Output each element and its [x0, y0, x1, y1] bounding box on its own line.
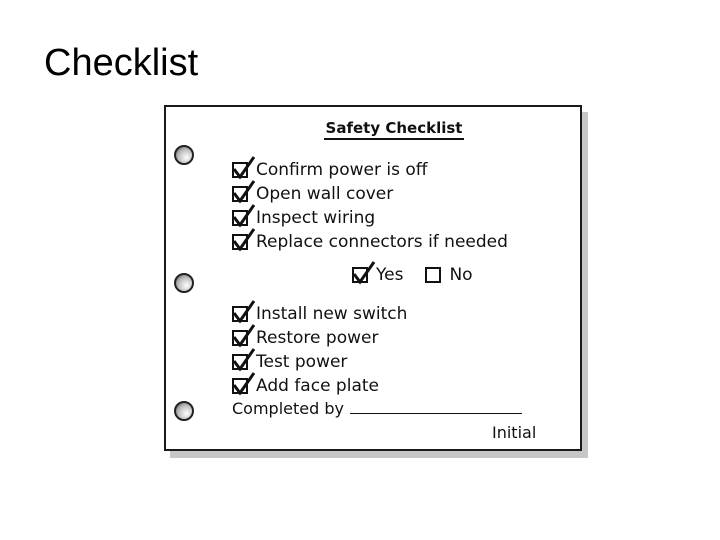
signature-line[interactable]: [350, 413, 522, 414]
binder-hole-top: [174, 145, 194, 165]
checkbox-checked-icon[interactable]: [232, 378, 248, 394]
checkbox-empty-icon[interactable]: [425, 267, 441, 283]
checkbox-checked-icon[interactable]: [232, 186, 248, 202]
checklist-item-label: Test power: [256, 352, 348, 372]
checkbox-checked-icon[interactable]: [232, 354, 248, 370]
checkbox-checked-icon[interactable]: [232, 306, 248, 322]
checklist-item[interactable]: [232, 375, 379, 397]
checklist-item[interactable]: [232, 231, 508, 253]
checklist-item-label: Inspect wiring: [256, 208, 376, 228]
yes-no-choice: [352, 263, 495, 287]
checklist-item-label: Open wall cover: [256, 184, 394, 204]
checklist-item[interactable]: [232, 183, 393, 205]
option-no[interactable]: [425, 265, 472, 285]
checklist-item-label: Replace connectors if needed: [256, 232, 508, 252]
checklist-item[interactable]: [232, 207, 375, 229]
binder-hole-bottom: [174, 401, 194, 421]
checkbox-checked-icon[interactable]: [232, 330, 248, 346]
sheet-title-wrap: [166, 119, 580, 137]
option-yes[interactable]: [352, 265, 403, 285]
checklist-item-label: Add face plate: [256, 376, 379, 396]
checkbox-checked-icon[interactable]: [232, 234, 248, 250]
checklist-item-label: Restore power: [256, 328, 379, 348]
option-yes-label: Yes: [376, 265, 404, 285]
checklist-item-label: Confirm power is off: [256, 160, 428, 180]
completed-by-label: Completed by: [232, 399, 344, 418]
checklist-item[interactable]: [232, 303, 407, 325]
option-no-label: No: [449, 265, 473, 285]
checklist-item-label: Install new switch: [256, 304, 408, 324]
sheet-title: Safety Checklist: [324, 119, 465, 140]
checkbox-checked-icon[interactable]: [232, 210, 248, 226]
checklist-item[interactable]: [232, 327, 378, 349]
checklist-item[interactable]: [232, 351, 347, 373]
checkbox-checked-icon[interactable]: [352, 267, 368, 283]
checkbox-checked-icon[interactable]: [232, 162, 248, 178]
binder-hole-middle: [174, 273, 194, 293]
checklist-item[interactable]: [232, 159, 427, 181]
checklist-sheet: [164, 105, 582, 451]
initial-label: Initial: [492, 423, 537, 442]
slide-title: Checklist: [44, 42, 199, 84]
completed-by-row: [232, 399, 522, 418]
